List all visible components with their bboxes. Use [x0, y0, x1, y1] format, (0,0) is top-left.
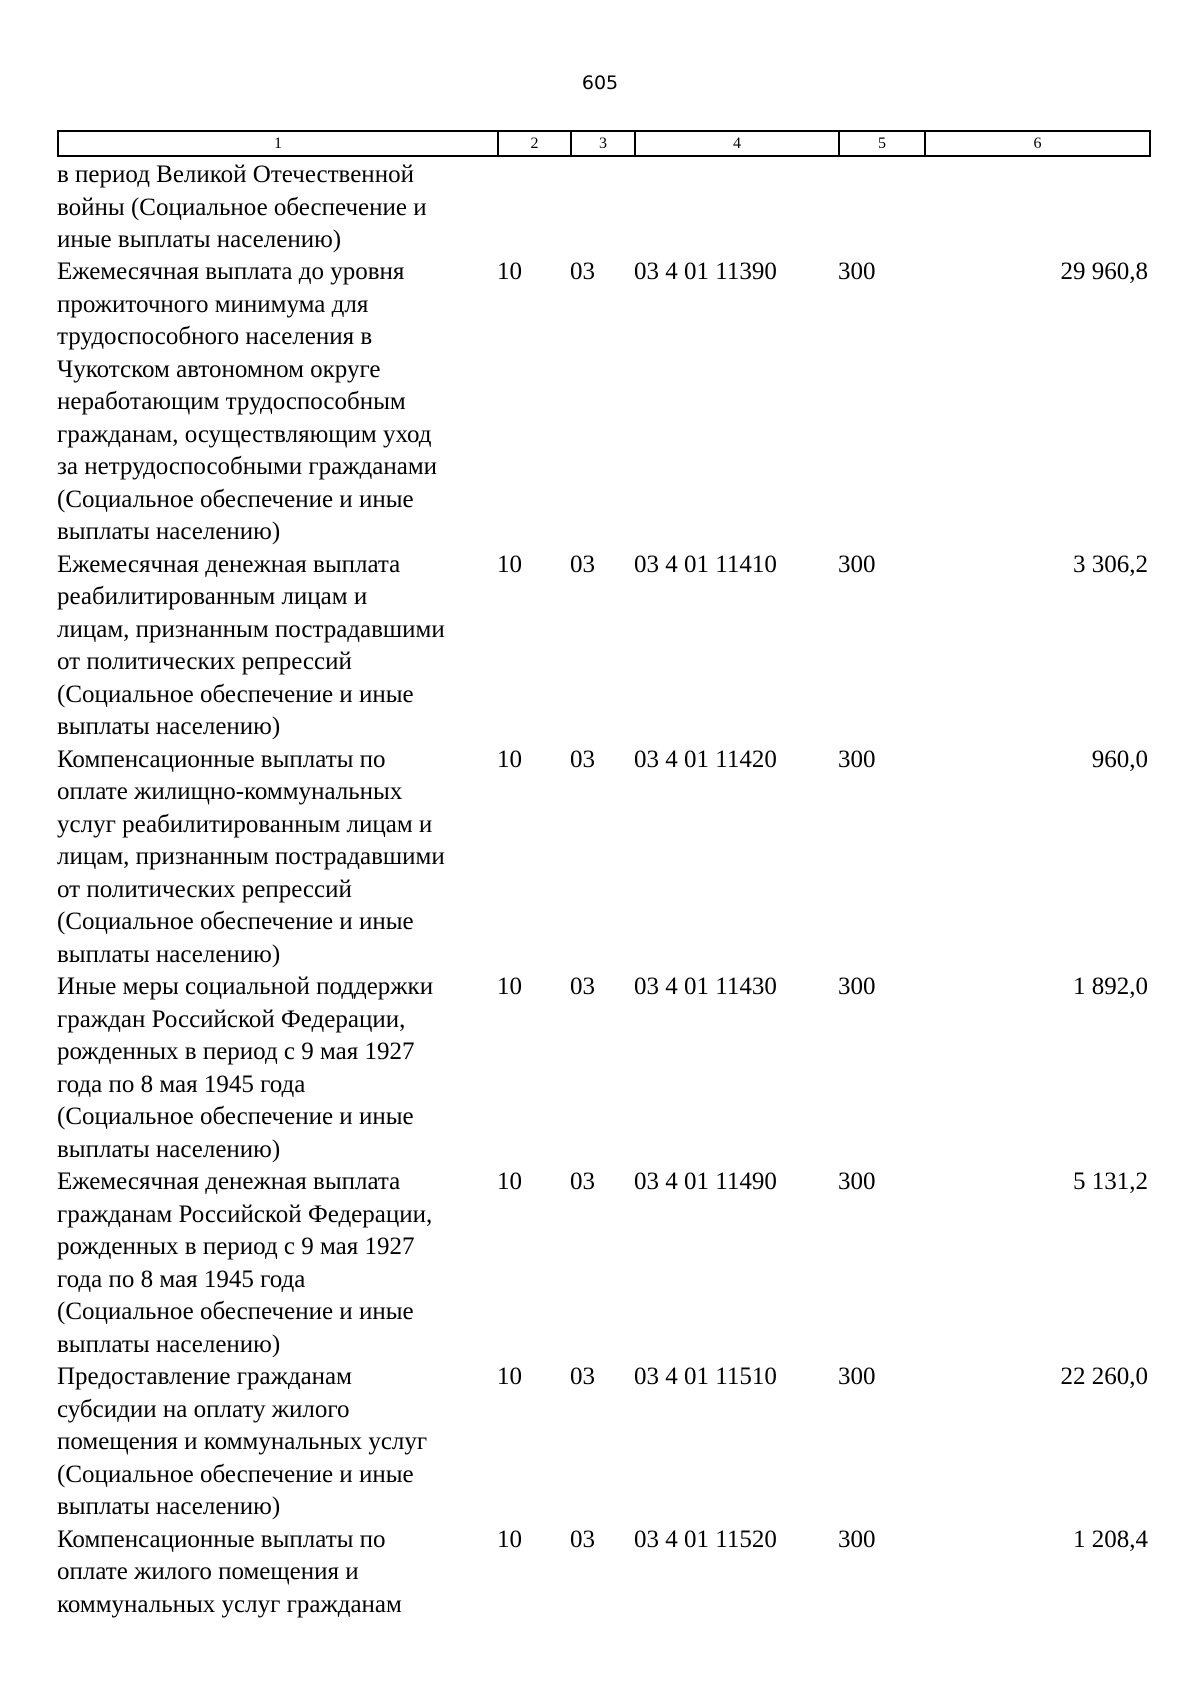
expense-type-code: 300	[838, 258, 876, 285]
subsection-code: 03	[570, 973, 595, 1000]
description-line: (Социальное обеспечение и иные	[57, 485, 414, 513]
description-line: Компенсационные выплаты по	[57, 1525, 386, 1553]
subsection-code: 03	[570, 1363, 595, 1390]
description-line: оплате жилого помещения и	[57, 1558, 359, 1585]
expense-description	[57, 971, 497, 1166]
subsection-code: 03	[570, 745, 595, 773]
table-row	[0, 1524, 1200, 1622]
description-line: оплате жилищно-коммунальных	[57, 778, 403, 805]
table-row	[0, 971, 1200, 1166]
description-line: выплаты населению)	[57, 940, 281, 968]
description-line: выплаты населению)	[57, 518, 281, 545]
target-article-code: 03 4 01 11490	[634, 1168, 777, 1195]
page-number: 605	[581, 72, 619, 94]
subsection-code: 03	[570, 258, 595, 285]
amount: 29 960,8	[1060, 258, 1148, 285]
expense-description	[57, 1524, 497, 1622]
description-line: от политических репрессий	[57, 875, 352, 903]
target-article-code: 03 4 01 11430	[634, 973, 777, 1000]
description-line: Ежемесячная денежная выплата	[57, 1168, 401, 1195]
description-line: от политических репрессий	[57, 648, 352, 675]
subsection-code: 03	[570, 550, 595, 578]
description-line: рожденных в период с 9 мая 1927	[57, 1038, 415, 1065]
amount: 1 208,4	[1073, 1525, 1148, 1553]
expense-type-code: 300	[838, 1363, 876, 1390]
description-line: выплаты населению)	[57, 1135, 281, 1163]
description-line: Иные меры социальной поддержки	[57, 973, 434, 1000]
description-line: войны (Социальное обеспечение и	[57, 193, 427, 221]
section-code: 10	[497, 973, 522, 1000]
expense-type-code: 300	[838, 973, 876, 1000]
description-line: реабилитированным лицам и	[57, 583, 368, 610]
description-line: выплаты населению)	[57, 1493, 281, 1520]
column-2-number: 2	[498, 131, 571, 156]
section-code: 10	[497, 258, 522, 285]
section-code: 10	[497, 1168, 522, 1195]
amount: 22 260,0	[1060, 1363, 1148, 1390]
expense-type-code: 300	[838, 550, 876, 578]
description-line: Предоставление гражданам	[57, 1363, 352, 1390]
column-number-header	[57, 130, 1151, 157]
section-code: 10	[497, 1525, 522, 1553]
section-code: 10	[497, 550, 522, 578]
target-article-code: 03 4 01 11510	[634, 1363, 777, 1390]
table-row	[0, 744, 1200, 972]
description-line: выплаты населению)	[57, 713, 281, 740]
description-line: лицам, признанным пострадавшими	[57, 615, 445, 643]
description-line: в период Великой Отечественной	[57, 161, 414, 188]
description-line: субсидии на оплату жилого	[57, 1395, 350, 1423]
description-line: года по 8 мая 1945 года	[57, 1070, 306, 1098]
expense-description	[57, 549, 497, 744]
expense-description	[57, 744, 497, 972]
expense-type-code: 300	[838, 1525, 876, 1553]
column-3-number: 3	[571, 131, 635, 156]
column-5-number: 5	[839, 131, 925, 156]
description-line: гражданам, осуществляющим уход	[57, 420, 432, 448]
subsection-code: 03	[570, 1525, 595, 1553]
table-row	[0, 1166, 1200, 1361]
description-line: Компенсационные выплаты по	[57, 745, 386, 773]
section-code: 10	[497, 1363, 522, 1390]
subsection-code: 03	[570, 1168, 595, 1195]
description-line: выплаты населению)	[57, 1330, 281, 1358]
amount: 5 131,2	[1073, 1168, 1148, 1195]
description-line: Ежемесячная денежная выплата	[57, 550, 401, 578]
description-line: года по 8 мая 1945 года	[57, 1265, 306, 1293]
expense-description	[57, 1361, 497, 1524]
description-line: Чукотском автономном округе	[57, 355, 381, 383]
description-line: за нетрудоспособными гражданами	[57, 453, 438, 480]
expense-description	[57, 256, 497, 549]
description-line: коммунальных услуг гражданам	[57, 1590, 402, 1618]
description-line: трудоспособного населения в	[57, 323, 373, 350]
amount: 3 306,2	[1073, 550, 1148, 578]
description-line: лицам, признанным пострадавшими	[57, 843, 445, 870]
description-line: (Социальное обеспечение и иные	[57, 680, 414, 708]
table-row	[0, 256, 1200, 549]
column-1-number: 1	[58, 131, 498, 156]
expense-type-code: 300	[838, 745, 876, 773]
table-row	[0, 1361, 1200, 1524]
section-code: 10	[497, 745, 522, 773]
amount: 960,0	[1091, 745, 1148, 773]
target-article-code: 03 4 01 11410	[634, 550, 777, 578]
description-line: (Социальное обеспечение и иные	[57, 1460, 414, 1488]
description-line: (Социальное обеспечение и иные	[57, 908, 414, 935]
description-line: рожденных в период с 9 мая 1927	[57, 1233, 415, 1260]
description-line: (Социальное обеспечение и иные	[57, 1298, 414, 1325]
budget-table-body	[0, 256, 1200, 1621]
description-line: Ежемесячная выплата до уровня	[57, 258, 405, 285]
column-6-number: 6	[925, 131, 1150, 156]
description-line: граждан Российской Федерации,	[57, 1005, 406, 1033]
description-line: гражданам Российской Федерации,	[57, 1200, 433, 1228]
description-line: неработающим трудоспособным	[57, 388, 406, 415]
description-line: прожиточного минимума для	[57, 290, 369, 318]
continued-description	[57, 159, 497, 257]
expense-type-code: 300	[838, 1168, 876, 1195]
description-line: (Социальное обеспечение и иные	[57, 1103, 414, 1130]
target-article-code: 03 4 01 11520	[634, 1525, 777, 1553]
column-4-number: 4	[635, 131, 839, 156]
target-article-code: 03 4 01 11420	[634, 745, 777, 773]
table-row	[0, 549, 1200, 744]
amount: 1 892,0	[1073, 973, 1148, 1000]
description-line: помещения и коммунальных услуг	[57, 1428, 428, 1455]
expense-description	[57, 1166, 497, 1361]
description-line: услуг реабилитированным лицам и	[57, 810, 433, 838]
target-article-code: 03 4 01 11390	[634, 258, 777, 285]
description-line: иные выплаты населению)	[57, 226, 342, 253]
